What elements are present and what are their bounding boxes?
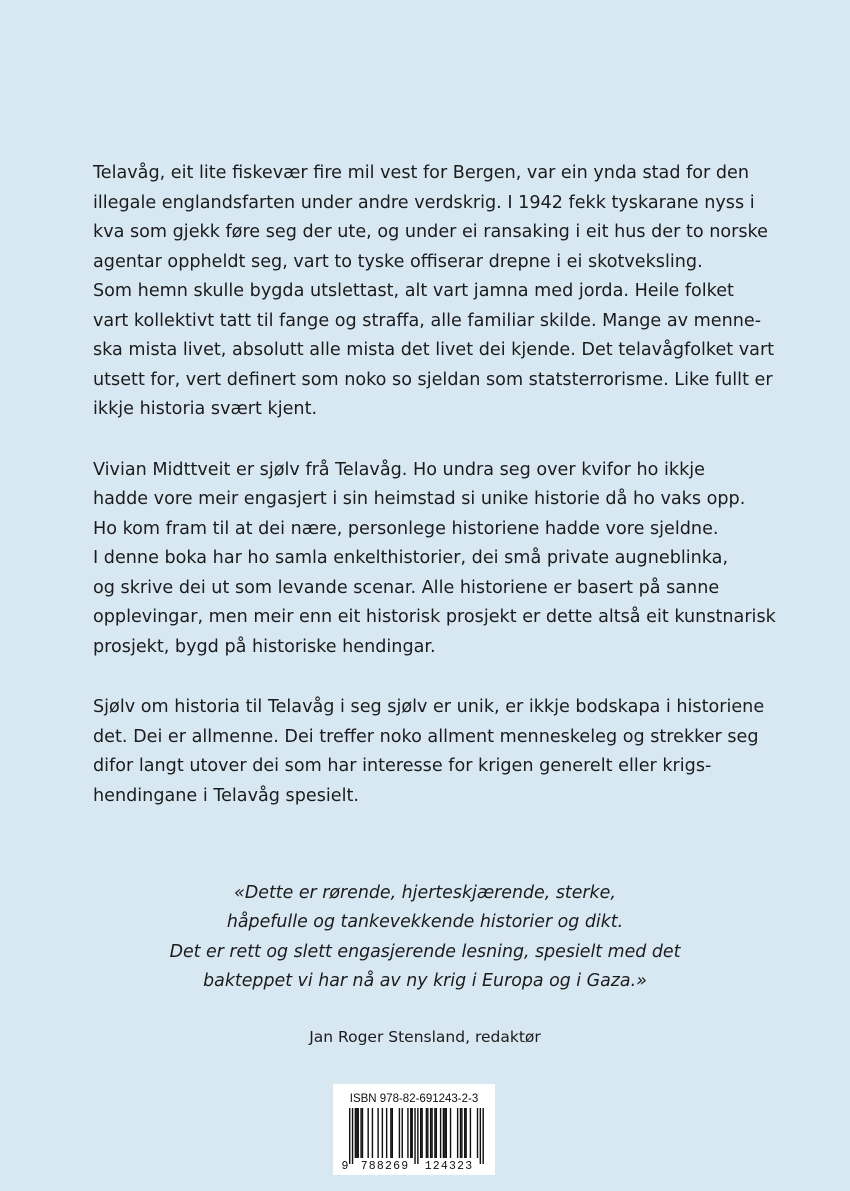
quote-line: «Dette er rørende, hjerteskjærende, sterke, [234, 883, 616, 903]
barcode-bar [407, 1108, 408, 1158]
barcode-bar [411, 1108, 412, 1158]
barcode-bar [460, 1108, 461, 1158]
blurb-line: ska mista livet, absolutt alle mista det livet dei kjende. Det telavågfolket vart [93, 340, 775, 360]
isbn-barcode [333, 1084, 495, 1175]
barcode-bar [360, 1108, 361, 1158]
blurb-line: opplevingar, men meir enn eit historisk prosjekt er dette altså eit kunstnarisk [93, 607, 776, 627]
barcode-bar [464, 1108, 465, 1158]
blurb-line: I denne boka har ho samla enkelthistorier, dei små private augneblinka, [93, 548, 729, 568]
barcode-bar [392, 1108, 393, 1158]
blurb-paragraph-1 [93, 159, 773, 425]
barcode-bar [372, 1108, 373, 1158]
barcode-digit-group-left: 788269 [360, 1160, 410, 1171]
barcode-bar [465, 1108, 466, 1158]
barcode-digit-group-right: 124323 [424, 1160, 474, 1171]
barcode-bar [410, 1108, 411, 1158]
barcode-digit-lead: 9 [341, 1160, 349, 1171]
barcode-bar [356, 1108, 357, 1158]
barcode-bar [355, 1108, 356, 1158]
quote-attribution: Jan Roger Stensland, redaktør [309, 1028, 541, 1046]
barcode-bar [390, 1108, 391, 1158]
barcode-bar [402, 1108, 403, 1158]
blurb-line: kva som gjekk føre seg der ute, og under ei ransaking i eit hus der to norske [93, 222, 768, 242]
barcode-bar [367, 1108, 368, 1158]
blurb-line: hendingane i Telavåg spesielt. [93, 785, 359, 806]
quote-line: Det er rett og slett engasjerende lesning, spesielt med det [169, 941, 681, 962]
barcode-bar [461, 1108, 462, 1158]
barcode-bar [426, 1108, 427, 1158]
quote-line: håpefulle og tankevekkende historier og dikt. [226, 912, 624, 933]
barcode-bar [443, 1108, 444, 1158]
barcode-bar [482, 1108, 483, 1164]
barcode-bar [430, 1108, 431, 1158]
blurb-line: Ho kom fram til at dei nære, personlege historiene hadde vore sjeldne. [93, 518, 719, 539]
barcode-bar [352, 1108, 353, 1164]
blurb-line: vart kollektivt tatt til fange og straffa, alle familiar skilde. Mange av menne- [93, 310, 762, 331]
barcode-bar [440, 1108, 441, 1158]
blurb-paragraph-2 [93, 456, 776, 663]
barcode-bar [382, 1108, 383, 1158]
barcode-bar [386, 1108, 387, 1158]
blurb-line: prosjekt, bygd på historiske hendingar. [93, 636, 436, 657]
barcode-bar [414, 1108, 415, 1164]
barcode-bar [470, 1108, 471, 1158]
barcode-bar [434, 1108, 435, 1158]
barcode-bar [377, 1108, 378, 1158]
blurb-line: Vivian Midttveit er sjølv frå Telavåg. Ho undra seg over kvifor ho ikkje [93, 459, 705, 480]
barcode-bar [480, 1108, 481, 1164]
barcode-image [341, 1108, 487, 1171]
blurb-line: det. Dei er allmenne. Dei treffer noko allment menneskeleg og strekker seg [93, 726, 759, 747]
barcode-bar [444, 1108, 445, 1158]
isbn-label: ISBN 978-82-691243-2-3 [349, 1093, 479, 1105]
barcode-bar [450, 1108, 451, 1158]
blurb-line: difor langt utover dei som har interesse for krigen generelt eller krigs- [93, 756, 712, 776]
barcode-bar [457, 1108, 458, 1158]
barcode-bar [362, 1108, 363, 1158]
barcode-bar [477, 1108, 478, 1158]
blurb-paragraph-3 [93, 693, 773, 811]
barcode-bar [358, 1108, 359, 1158]
barcode-bars [349, 1108, 484, 1164]
blurb-line: ikkje historia svært kjent. [93, 399, 318, 419]
blurb-line: og skrive dei ut som levande scenar. Alle historiene er basert på sanne [93, 577, 720, 598]
barcode-bar [427, 1108, 428, 1158]
barcode-bar [431, 1108, 432, 1158]
barcode-bar [446, 1108, 447, 1158]
blurb-line: hadde vore meir engasjert i sin heimstad si unike historie då ho vaks opp. [93, 489, 746, 509]
blurb-line: Telavåg, eit lite fiskevær fire mil vest for Bergen, var ein ynda stad for den [93, 163, 750, 183]
blurb-line: agentar oppheldt seg, vart to tyske offiserar drepne i ei skotveksling. [93, 251, 703, 272]
barcode-bar [436, 1108, 437, 1158]
blurb-line: illegale englandsfarten under andre verdskrig. I 1942 fekk tyskarane nyss i [93, 192, 755, 213]
blurb-line: utsett for, vert definert som noko so sjeldan som statsterrorisme. Like fullt er [93, 369, 773, 390]
barcode-bar [399, 1108, 400, 1158]
quote-line: bakteppet vi har nå av ny krig i Europa og i Gaza.» [203, 970, 647, 991]
barcode-bar [417, 1108, 418, 1164]
barcode-bar [349, 1108, 350, 1164]
back-cover-blurb [93, 159, 776, 842]
review-quote [0, 879, 850, 996]
barcode-bar [421, 1108, 422, 1158]
barcode-bar [420, 1108, 421, 1158]
blurb-line: Sjølv om historia til Telavåg i seg sjølv er unik, er ikkje bodskapa i historiene [93, 697, 765, 717]
blurb-line: Som hemn skulle bygda utslettast, alt vart jamna med jorda. Heile folket [93, 281, 734, 301]
